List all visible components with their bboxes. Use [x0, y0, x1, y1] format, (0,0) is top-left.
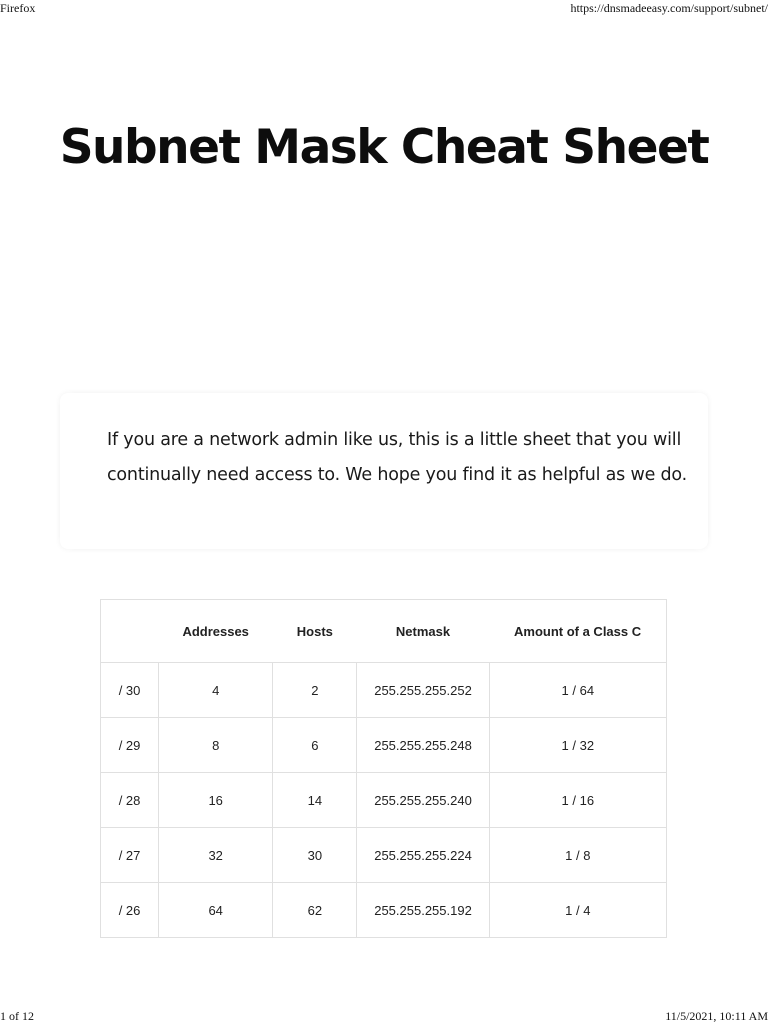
cell-class-c: 1 / 64 — [489, 663, 666, 718]
cell-hosts: 62 — [273, 883, 357, 938]
cell-hosts: 14 — [273, 773, 357, 828]
cell-prefix: / 26 — [101, 883, 159, 938]
print-header — [0, 1, 768, 17]
table-row — [101, 663, 667, 718]
cell-netmask: 255.255.255.240 — [357, 773, 489, 828]
table-row — [101, 828, 667, 883]
cell-hosts: 6 — [273, 718, 357, 773]
cell-addresses: 8 — [159, 718, 273, 773]
cell-addresses: 64 — [159, 883, 273, 938]
cell-class-c: 1 / 16 — [489, 773, 666, 828]
page-count: 1 of 12 — [0, 1009, 34, 1023]
cell-hosts: 2 — [273, 663, 357, 718]
table-row — [101, 773, 667, 828]
subnet-table — [100, 599, 667, 938]
header-netmask: Netmask — [357, 600, 489, 663]
header-prefix — [101, 600, 159, 663]
intro-text — [107, 423, 687, 493]
cell-class-c: 1 / 8 — [489, 828, 666, 883]
page-url: https://dnsmadeeasy.com/support/subnet/ — [570, 1, 768, 15]
cell-addresses: 32 — [159, 828, 273, 883]
header-class-c: Amount of a Class C — [489, 600, 666, 663]
cell-netmask: 255.255.255.252 — [357, 663, 489, 718]
page-title: Subnet Mask Cheat Sheet — [59, 120, 709, 175]
intro-card — [60, 393, 708, 549]
intro-line-1: If you are a network admin like us, this is a little sheet that you will — [107, 430, 682, 450]
intro-line-2: continually need access to. We hope you find it as helpful as we do. — [107, 465, 687, 485]
table-header-row — [101, 600, 667, 663]
cell-netmask: 255.255.255.248 — [357, 718, 489, 773]
table-row — [101, 883, 667, 938]
cell-prefix: / 30 — [101, 663, 159, 718]
cell-addresses: 16 — [159, 773, 273, 828]
print-timestamp: 11/5/2021, 10:11 AM — [665, 1009, 768, 1023]
cell-netmask: 255.255.255.224 — [357, 828, 489, 883]
browser-name: Firefox — [0, 1, 36, 15]
table-row — [101, 718, 667, 773]
header-hosts: Hosts — [273, 600, 357, 663]
cell-class-c: 1 / 32 — [489, 718, 666, 773]
cell-hosts: 30 — [273, 828, 357, 883]
header-addresses: Addresses — [159, 600, 273, 663]
cell-netmask: 255.255.255.192 — [357, 883, 489, 938]
cell-addresses: 4 — [159, 663, 273, 718]
print-footer — [0, 1009, 768, 1025]
cell-prefix: / 29 — [101, 718, 159, 773]
cell-class-c: 1 / 4 — [489, 883, 666, 938]
cell-prefix: / 28 — [101, 773, 159, 828]
cell-prefix: / 27 — [101, 828, 159, 883]
